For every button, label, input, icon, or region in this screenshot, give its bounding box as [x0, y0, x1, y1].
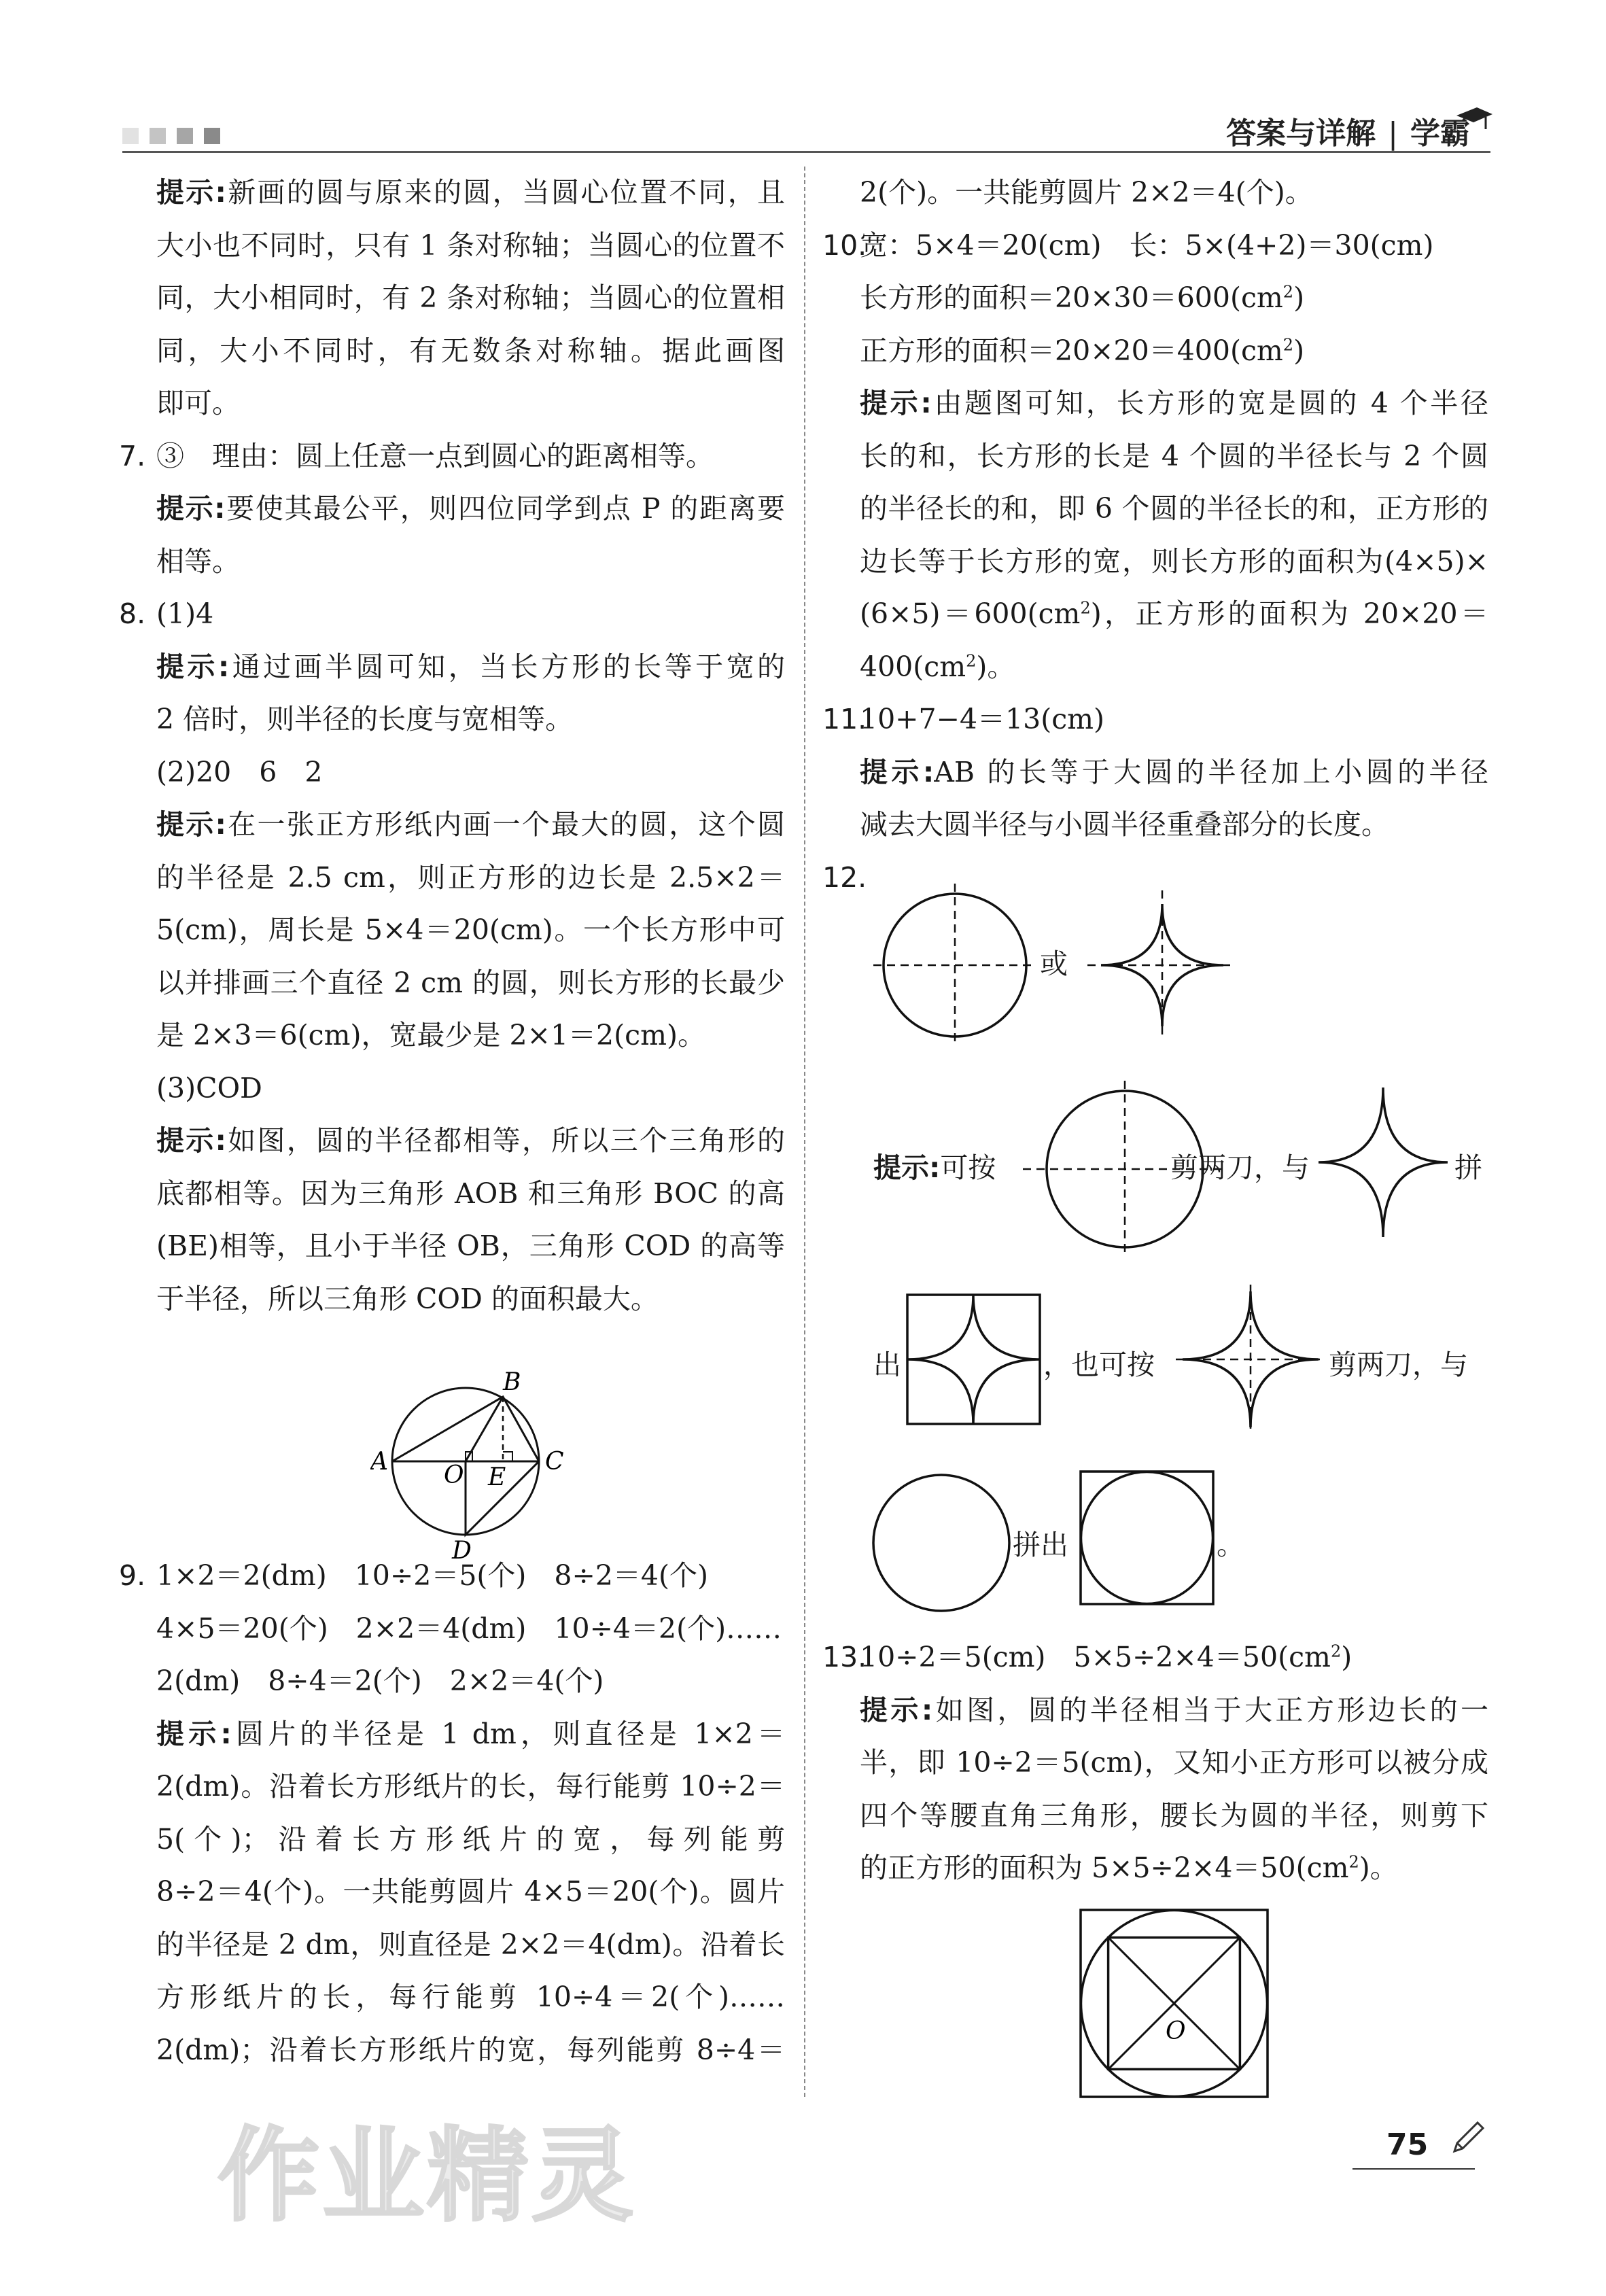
- q12-figure-circle-in-square: [1077, 1468, 1217, 1607]
- q8-tip1: 提示:通过画半圆可知，当长方形的长等于宽的 2 倍时，则半径的长度与宽相等。 (2)20 6 2 提示:在一张正方形纸内画一个最大的圆，这个圆 的半径是 2.5 cm，则正方形的边长是 2.5×2＝ 5(cm)，周长是 5×4＝20(cm)。一个长方形中可 以并排画三个直径 2 cm 的圆，则长方形的长最少 是 2×3＝6(cm)，宽最少是 2×1＝2(cm)。 (3)COD 提示:如图，圆的半径都相等，所以三个三角形的 底都相等。因为三角形 AOB 和三角形 BOC 的高 (BE)相等，且小于半径 OB，三角形 COD 的高等 于半径，所以三角形 COD 的面积最大。: [156, 650, 785, 1315]
- q8-circle-figure: [370, 1366, 588, 1563]
- q10: 10. 宽：5×4＝20(cm) 长：5×(4+2)＝30(cm): [822, 228, 1434, 262]
- q7-tip: 提示:要使其最公平，则四位同学到点 P 的距离要 相等。: [156, 492, 785, 578]
- q6-tip: 提示:新画的圆与原来的圆，当圆心位置不同，且 大小也不同时，只有 1 条对称轴；当圆心的位置不 同，大小相同时，有 2 条对称轴；当圆心的位置相 同，大小不同时，有无数条对称轴。据此画图 即可。: [156, 176, 785, 419]
- q10-body: 长方形的面积$=20\times 30=600(cm^2)$ 正方形的面积$=20\times 20=400(cm^2)$ 提示:由题图可知，长方形的宽是圆的 4 个半径 长的和，长方形的长是 4 个圆的半径长与 2 个圆 的半径长的和，即 6 个圆的半径长的和，正方形的 边长等于长方形的宽，则长方形的面积为(4×5)× $(6\times 5)=600(cm^2)$，正方形的面积为 20×20＝ $400(cm^2)$。: [860, 281, 1488, 683]
- q12-figure-circle: [867, 1468, 1016, 1618]
- header-rule: [122, 151, 1490, 153]
- label-O: O: [444, 1461, 464, 1489]
- label-B: B: [503, 1368, 521, 1396]
- q13-tip: 提示:如图，圆的半径相当于大正方形边长的一 半，即 10÷2＝5(cm)，又知小正方形可以被分成 四个等腰直角三角形，腰长为圆的半径，则剪下 的正方形的面积为 $5\times 5\div 2\times 4=50(cm^2)$。: [860, 1693, 1488, 1884]
- q12-end-text: 。: [1217, 1529, 1244, 1561]
- right-column: [822, 167, 1488, 904]
- q12-figure-astroid-cut: [1176, 1285, 1325, 1434]
- q13-figure: [1077, 1907, 1271, 2100]
- q7: 7. ③ 理由：圆上任意一点到圆心的距离相等。: [119, 439, 714, 472]
- page-number: 75: [1386, 2127, 1429, 2162]
- label-A: A: [370, 1448, 388, 1476]
- q9: 9. 1×2＝2(dm) 10÷2＝5(个) 8÷2＝4(个): [119, 1559, 709, 1592]
- label-E: E: [488, 1463, 506, 1491]
- column-divider: [804, 167, 805, 2097]
- label-D: D: [452, 1537, 472, 1563]
- q12-tip-line1: 提示:可按: [873, 1151, 996, 1184]
- q12-or: 或: [1040, 947, 1068, 980]
- q13-label-O: O: [1166, 2017, 1186, 2045]
- q13: 13. 10÷2＝5(cm) $5\times 5\div 2\times 4=50(cm^2)$ 提示:如图，圆的半径相当于大正方形边长的一 半，即 10÷2＝5(cm)，又知小正方形可以被分成 四个等腰直角三角形，腰长为圆的半径，则剪下 的正方形的面积为 $5\times 5\div 2\times 4=50(cm^2)$。: [822, 1631, 1488, 1895]
- q12-also-text: ，也可按: [1043, 1349, 1155, 1381]
- q12-figure-astroid: [1315, 1081, 1451, 1244]
- header-title: 答案与详解 | 学霸: [1226, 116, 1470, 151]
- brand-name: 学霸: [1410, 116, 1470, 151]
- q12: 12.: [822, 860, 867, 894]
- graduation-cap-icon: [1453, 102, 1494, 143]
- watermark: 作业精灵: [217, 2117, 637, 2236]
- q12-cut2-text: 剪两刀，与: [1329, 1349, 1468, 1381]
- label-C: C: [545, 1448, 564, 1476]
- q12-pin-text: 拼: [1454, 1151, 1482, 1184]
- q12-figure-square-astroid: [904, 1291, 1047, 1427]
- left-column: [119, 167, 785, 2076]
- q11: 11. 10+7−4＝13(cm): [822, 703, 1105, 735]
- page-number-rule: [1352, 2168, 1475, 2170]
- q12-pinchu-text: 拼出: [1013, 1529, 1068, 1561]
- q11-tip: 提示:AB 的长等于大圆的半径加上小圆的半径 减去大圆半径与小圆半径重叠部分的长度。: [860, 755, 1488, 841]
- q12-cut-text: 剪两刀，与: [1170, 1151, 1310, 1184]
- header-decoration: [122, 128, 231, 147]
- pencil-icon: [1448, 2117, 1488, 2158]
- q9-continued: 2(个)。一共能剪圆片 2×2＝4(个)。: [860, 176, 1313, 209]
- q9-body: 4×5＝20(个) 2×2＝4(dm) 10÷4＝2(个)…… 2(dm) 8÷4＝2(个) 2×2＝4(个) 提示:圆片的半径是 1 dm，则直径是 1×2＝ 2(dm)。沿着长方形纸片的长，每行能剪 10÷2＝ 5(个)；沿着长方形纸片的宽，每列能剪 8÷2＝4(个)。一共能剪圆片 4×5＝20(个)。圆片 的半径是 2 dm，则直径是 2×2＝4(dm)。沿着长 方形纸片的长，每行能剪 10÷4＝2(个)…… 2(dm)；沿着长方形纸片的宽，每列能剪 8÷4＝: [156, 1612, 785, 2066]
- q12-chu-text: 出: [873, 1349, 901, 1381]
- q8: 8. (1)4: [119, 597, 214, 630]
